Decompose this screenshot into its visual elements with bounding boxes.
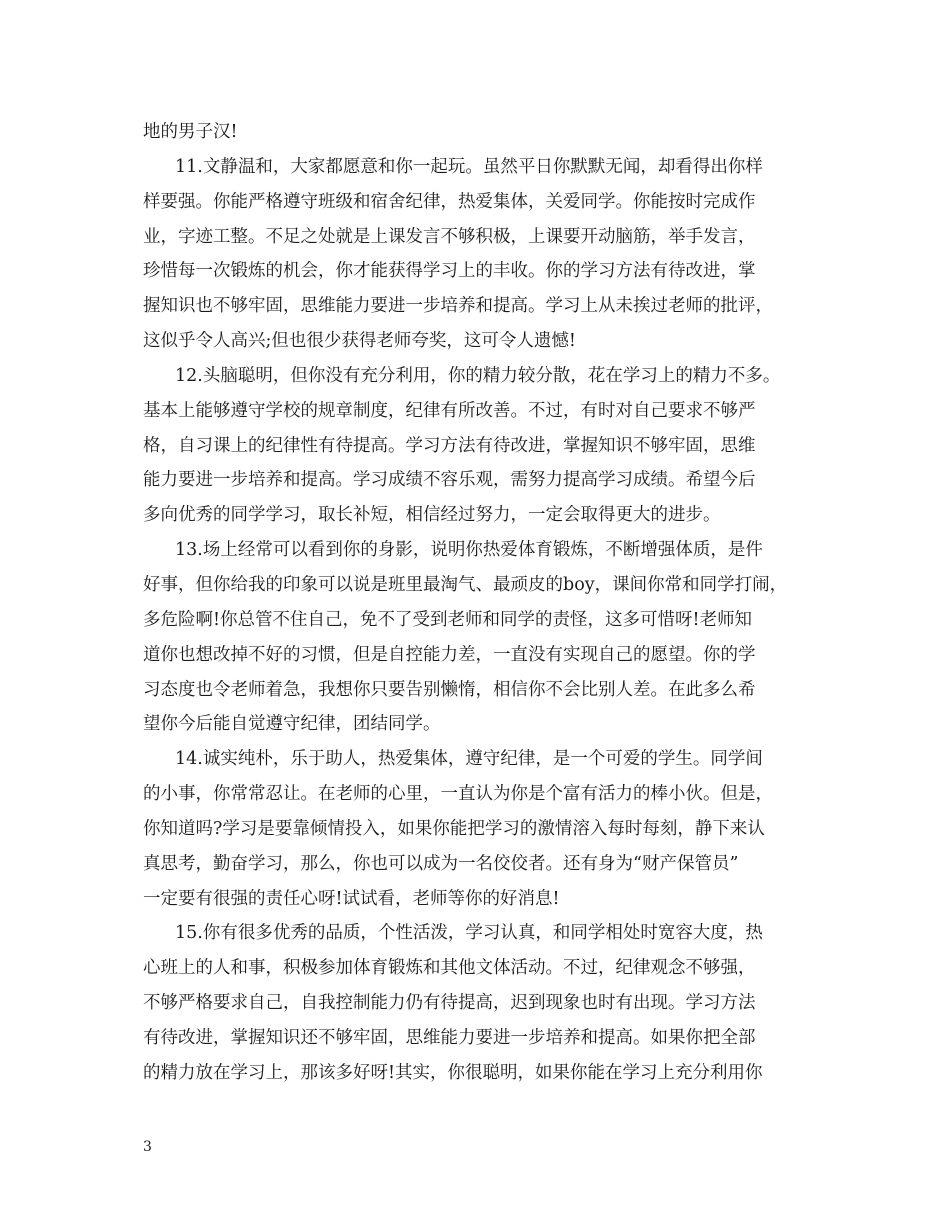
paragraph-first-line: 14.诚实纯朴，乐于助人，热爱集体，遵守纪律，是一个可爱的学生。同学间	[175, 749, 763, 770]
text-line: 一定要有很强的责任心呀!试试看，老师等你的好消息!	[143, 888, 560, 909]
text-line: 业，字迹工整。不足之处就是上课发言不够积极，上课要开动脑筋，举手发言，	[143, 226, 756, 247]
text-line: 真思考，勤奋学习，那么，你也可以成为一名佼佼者。还有身为“财产保管员”	[143, 853, 739, 874]
text-line: 握知识也不够牢固，思维能力要进一步培养和提高。学习上从未挨过老师的批评，	[143, 296, 773, 317]
text-line: 道你也想改掉不好的习惯，但是自控能力差，一直没有实现自己的愿望。你的学	[143, 644, 756, 665]
text-line: 样要强。你能严格遵守班级和宿舍纪律，热爱集体，关爱同学。你能按时完成作	[143, 191, 756, 212]
paragraph-first-line: 12.头脑聪明，但你没有充分利用，你的精力较分散，花在学习上的精力不多。	[175, 365, 781, 386]
paragraph-first-line: 13.场上经常可以看到你的身影，说明你热爱体育锻炼，不断增强体质，是件	[175, 540, 763, 561]
text-line: 望你今后能自觉遵守纪律，团结同学。	[143, 714, 441, 735]
text-line: 的小事，你常常忍让。在老师的心里，一直认为你是个富有活力的棒小伙。但是，	[143, 784, 773, 805]
paragraph-first-line: 15.你有很多优秀的品质，个性活泼，学习认真，和同学相处时宽容大度，热	[175, 923, 763, 944]
text-line: 心班上的人和事，积极参加体育锻炼和其他文体活动。不过，纪律观念不够强，	[143, 958, 756, 979]
text-line: 多危险啊!你总管不住自己，免不了受到老师和同学的责怪，这多可惜呀!老师知	[143, 609, 753, 630]
paragraph-first-line: 11.文静温和，大家都愿意和你一起玩。虽然平日你默默无闻，却看得出你样	[175, 156, 763, 177]
page-number: 3	[143, 1139, 152, 1155]
text-line: 基本上能够遵守学校的规章制度，纪律有所改善。不过，有时对自己要求不够严	[143, 400, 756, 421]
text-line: 不够严格要求自己，自我控制能力仍有待提高，迟到现象也时有出现。学习方法	[143, 993, 756, 1014]
text-line: 格，自习课上的纪律性有待提高。学习方法有待改进，掌握知识不够牢固，思维	[143, 435, 756, 456]
text-line: 好事，但你给我的印象可以说是班里最淘气、最顽皮的boy，课间你常和同学打闹，	[143, 574, 788, 595]
text-line: 你知道吗?学习是要靠倾情投入，如果你能把学习的激情溶入每时每刻，静下来认	[143, 818, 765, 839]
document-body	[143, 115, 833, 1091]
text-line: 多向优秀的同学学习，取长补短，相信经过努力，一定会取得更大的进步。	[143, 505, 721, 526]
text-line: 这似乎令人高兴;但也很少获得老师夸奖，这可令人遗憾!	[143, 331, 576, 352]
text-line: 习态度也令老师着急，我想你只要告别懒惰，相信你不会比别人差。在此多么希	[143, 679, 756, 700]
text-line: 的精力放在学习上，那该多好呀!其实，你很聪明，如果你能在学习上充分利用你	[143, 1062, 763, 1083]
text-line: 珍惜每一次锻炼的机会，你才能获得学习上的丰收。你的学习方法有待改进，掌	[143, 261, 756, 282]
text-line: 地的男子汉!	[143, 122, 238, 142]
text-line: 能力要进一步培养和提高。学习成绩不容乐观，需努力提高学习成绩。希望今后	[143, 470, 756, 491]
text-line: 有待改进，掌握知识还不够牢固，思维能力要进一步培养和提高。如果你把全部	[143, 1027, 756, 1048]
